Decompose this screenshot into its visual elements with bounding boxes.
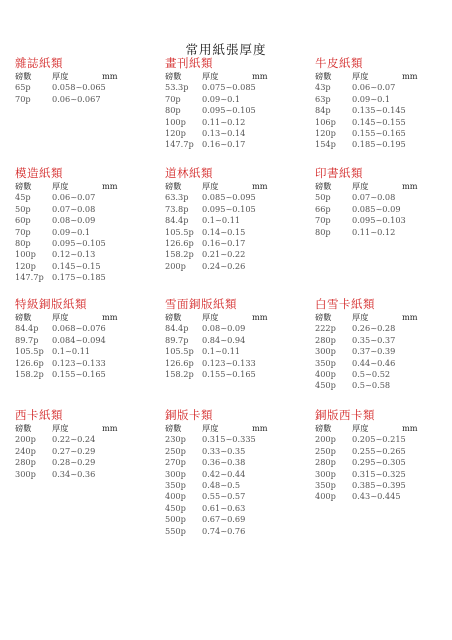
weight-cell: 300p [165,468,186,479]
thickness-cell: 0.08~0.09 [52,215,96,226]
weight-header: 磅數 [15,71,32,81]
table-row [315,105,447,116]
table-row [315,358,447,369]
thickness-cell: 0.175~0.185 [52,272,106,283]
section-title: 印書紙類 [315,166,363,180]
table-row [165,249,297,260]
table-row [165,261,297,272]
weight-cell: 89.7p [15,334,39,345]
thickness-cell: 0.21~0.22 [202,249,246,260]
weight-cell: 84.4p [15,323,39,334]
weight-cell: 280p [315,334,336,345]
weight-cell: 350p [315,357,336,368]
thickness-header: 厚度 [352,312,369,322]
table-row [165,82,297,93]
table-row [165,192,297,203]
thickness-cell: 0.5~0.58 [352,380,391,391]
thickness-cell: 0.1~0.11 [202,215,241,226]
table-row [315,480,447,491]
weight-cell: 84.4p [165,323,189,334]
paper-section [315,56,447,151]
weight-cell: 147.7p [15,272,44,283]
table-row [15,346,147,357]
weight-cell: 84.4p [165,215,189,226]
thickness-cell: 0.095~0.105 [52,237,106,248]
weight-cell: 126.6p [165,237,194,248]
weight-cell: 70p [15,226,31,237]
paper-section [165,408,297,537]
table-row [165,358,297,369]
table-row [15,238,147,249]
thickness-cell: 0.67~0.69 [202,514,246,525]
thickness-cell: 0.26~0.28 [352,323,396,334]
thickness-header: 厚度 [202,181,219,191]
weight-header: 磅數 [315,71,332,81]
column-header-row [165,312,297,323]
weight-cell: 350p [165,479,186,490]
weight-cell: 200p [165,260,186,271]
table-row [15,82,147,93]
paper-section [315,408,447,503]
thickness-cell: 0.48~0.5 [202,479,241,490]
section-title: 白雪卡紙類 [315,297,375,311]
table-row [315,369,447,380]
column-header-row [165,181,297,192]
column-header-row [15,312,147,323]
thickness-cell: 0.06~0.07 [52,192,96,203]
table-row [15,204,147,215]
weight-cell: 300p [315,468,336,479]
weight-cell: 400p [315,491,336,502]
table-row [315,491,447,502]
thickness-cell: 0.34~0.36 [52,468,96,479]
table-row [315,346,447,357]
thickness-cell: 0.16~0.17 [202,139,246,150]
table-row [165,526,297,537]
thickness-cell: 0.84~0.94 [202,334,246,345]
table-row [15,272,147,283]
weight-cell: 126.6p [165,357,194,368]
weight-cell: 89.7p [165,334,189,345]
weight-cell: 230p [165,434,186,445]
weight-header: 磅數 [315,423,332,433]
thickness-cell: 0.095~0.105 [202,203,256,214]
table-row [15,323,147,334]
weight-cell: 84p [315,105,331,116]
table-row [165,105,297,116]
weight-cell: 280p [315,457,336,468]
thickness-cell: 0.22~0.24 [52,434,96,445]
weight-cell: 100p [15,249,36,260]
weight-cell: 154p [315,139,336,150]
thickness-header: 厚度 [352,423,369,433]
thickness-cell: 0.155~0.165 [202,368,256,379]
weight-cell: 158.2p [165,249,194,260]
unit-header: mm [402,71,418,81]
section-title: 牛皮紙類 [315,56,363,70]
table-row [315,457,447,468]
weight-cell: 200p [315,434,336,445]
weight-cell: 60p [15,215,31,226]
table-row [315,434,447,445]
weight-cell: 43p [315,82,331,93]
table-row [315,204,447,215]
table-row [15,227,147,238]
thickness-cell: 0.36~0.38 [202,457,246,468]
weight-cell: 66p [315,203,331,214]
section-title: 模造紙類 [15,166,63,180]
section-title: 西卡紙類 [15,408,63,422]
thickness-cell: 0.07~0.08 [52,203,96,214]
weight-cell: 63p [315,93,331,104]
table-row [165,323,297,334]
column-header-row [15,181,147,192]
thickness-cell: 0.28~0.29 [52,457,96,468]
weight-cell: 80p [165,105,181,116]
table-row [165,94,297,105]
weight-header: 磅數 [315,312,332,322]
thickness-header: 厚度 [352,181,369,191]
thickness-cell: 0.08~0.09 [202,323,246,334]
table-row [315,82,447,93]
thickness-cell: 0.155~0.165 [52,368,106,379]
table-row [165,227,297,238]
table-row [165,480,297,491]
thickness-cell: 0.43~0.445 [352,491,401,502]
section-title: 道林紙類 [165,166,213,180]
table-row [15,369,147,380]
table-row [315,227,447,238]
thickness-header: 厚度 [202,71,219,81]
weight-cell: 450p [315,380,336,391]
table-row [315,117,447,128]
thickness-cell: 0.255~0.265 [352,445,406,456]
table-row [315,192,447,203]
thickness-cell: 0.075~0.085 [202,82,256,93]
thickness-cell: 0.123~0.133 [202,357,256,368]
thickness-cell: 0.14~0.15 [202,226,246,237]
weight-cell: 240p [15,445,36,456]
table-row [15,335,147,346]
section-title: 畫刊紙類 [165,56,213,70]
table-row [165,238,297,249]
unit-header: mm [102,312,118,322]
thickness-header: 厚度 [52,71,69,81]
weight-header: 磅數 [15,423,32,433]
thickness-cell: 0.33~0.35 [202,445,246,456]
table-row [315,128,447,139]
weight-cell: 250p [315,445,336,456]
weight-cell: 222p [315,323,336,334]
paper-section [15,408,147,480]
weight-cell: 450p [165,502,186,513]
table-row [165,457,297,468]
thickness-cell: 0.1~0.11 [52,346,91,357]
unit-header: mm [102,423,118,433]
table-row [165,514,297,525]
thickness-cell: 0.185~0.195 [352,139,406,150]
thickness-header: 厚度 [52,312,69,322]
table-row [165,346,297,357]
table-row [165,335,297,346]
weight-cell: 80p [315,226,331,237]
weight-header: 磅數 [165,423,182,433]
weight-cell: 158.2p [165,368,194,379]
weight-header: 磅數 [165,181,182,191]
table-row [15,192,147,203]
weight-cell: 70p [15,93,31,104]
weight-cell: 300p [315,346,336,357]
paper-section [15,166,147,284]
thickness-cell: 0.135~0.145 [352,105,406,116]
unit-header: mm [102,71,118,81]
table-row [315,94,447,105]
unit-header: mm [402,423,418,433]
thickness-cell: 0.12~0.13 [52,249,96,260]
thickness-cell: 0.06~0.067 [52,93,101,104]
weight-cell: 120p [315,127,336,138]
weight-cell: 73.8p [165,203,189,214]
table-row [15,446,147,457]
table-row [315,380,447,391]
thickness-cell: 0.24~0.26 [202,260,246,271]
weight-cell: 126.6p [15,357,44,368]
weight-header: 磅數 [165,312,182,322]
weight-header: 磅數 [165,71,182,81]
weight-cell: 106p [315,116,336,127]
thickness-cell: 0.74~0.76 [202,525,246,536]
paper-section [315,166,447,238]
table-row [315,215,447,226]
thickness-cell: 0.385~0.395 [352,479,406,490]
table-row [315,335,447,346]
thickness-cell: 0.06~0.07 [352,82,396,93]
weight-cell: 50p [315,192,331,203]
unit-header: mm [102,181,118,191]
thickness-header: 厚度 [202,423,219,433]
table-row [165,117,297,128]
weight-cell: 300p [15,468,36,479]
thickness-cell: 0.085~0.095 [202,192,256,203]
thickness-cell: 0.5~0.52 [352,368,391,379]
weight-cell: 63.3p [165,192,189,203]
thickness-cell: 0.315~0.325 [352,468,406,479]
table-row [165,434,297,445]
paper-section [15,56,147,105]
thickness-cell: 0.205~0.215 [352,434,406,445]
table-row [15,94,147,105]
column-header-row [165,71,297,82]
weight-header: 磅數 [15,312,32,322]
thickness-cell: 0.09~0.1 [352,93,391,104]
unit-header: mm [252,312,268,322]
weight-cell: 45p [15,192,31,203]
weight-cell: 65p [15,82,31,93]
thickness-cell: 0.123~0.133 [52,357,106,368]
table-row [165,139,297,150]
paper-section [15,297,147,380]
table-row [315,469,447,480]
thickness-cell: 0.084~0.094 [52,334,106,345]
thickness-cell: 0.145~0.155 [352,116,406,127]
thickness-header: 厚度 [52,423,69,433]
column-header-row [315,71,447,82]
weight-cell: 70p [165,93,181,104]
section-title: 銅版西卡類 [315,408,375,422]
weight-cell: 105.5p [165,226,194,237]
unit-header: mm [402,312,418,322]
thickness-header: 厚度 [202,312,219,322]
table-row [165,204,297,215]
thickness-cell: 0.13~0.14 [202,127,246,138]
column-header-row [15,71,147,82]
weight-cell: 350p [315,479,336,490]
table-row [15,457,147,468]
page-title: 常用紙張厚度 [185,42,267,57]
thickness-cell: 0.27~0.29 [52,445,96,456]
weight-cell: 550p [165,525,186,536]
table-row [15,249,147,260]
table-row [165,446,297,457]
table-row [315,446,447,457]
weight-header: 磅數 [15,181,32,191]
table-row [15,469,147,480]
section-title: 雪面銅版紙類 [165,297,237,311]
weight-cell: 200p [15,434,36,445]
thickness-cell: 0.085~0.09 [352,203,401,214]
weight-header: 磅數 [315,181,332,191]
thickness-cell: 0.55~0.57 [202,491,246,502]
weight-cell: 105.5p [165,346,194,357]
unit-header: mm [402,181,418,191]
weight-cell: 158.2p [15,368,44,379]
paper-section [165,56,297,151]
column-header-row [165,423,297,434]
weight-cell: 250p [165,445,186,456]
section-title: 雜誌紙類 [15,56,63,70]
table-row [165,128,297,139]
thickness-header: 厚度 [352,71,369,81]
thickness-cell: 0.44~0.46 [352,357,396,368]
column-header-row [315,181,447,192]
thickness-cell: 0.095~0.103 [352,215,406,226]
table-row [165,369,297,380]
thickness-cell: 0.155~0.165 [352,127,406,138]
unit-header: mm [252,423,268,433]
thickness-cell: 0.35~0.37 [352,334,396,345]
table-row [165,503,297,514]
weight-cell: 400p [315,368,336,379]
weight-cell: 120p [165,127,186,138]
weight-cell: 400p [165,491,186,502]
thickness-cell: 0.295~0.305 [352,457,406,468]
weight-cell: 147.7p [165,139,194,150]
weight-cell: 105.5p [15,346,44,357]
table-row [165,215,297,226]
thickness-cell: 0.07~0.08 [352,192,396,203]
table-row [315,323,447,334]
table-row [15,261,147,272]
thickness-cell: 0.095~0.105 [202,105,256,116]
table-row [165,491,297,502]
thickness-header: 厚度 [52,181,69,191]
thickness-cell: 0.42~0.44 [202,468,246,479]
thickness-cell: 0.09~0.1 [52,226,91,237]
unit-header: mm [252,181,268,191]
section-title: 銅版卡類 [165,408,213,422]
table-row [165,469,297,480]
weight-cell: 53.3p [165,82,189,93]
thickness-cell: 0.11~0.12 [352,226,396,237]
unit-header: mm [252,71,268,81]
column-header-row [15,423,147,434]
weight-cell: 80p [15,237,31,248]
weight-cell: 500p [165,514,186,525]
thickness-cell: 0.058~0.065 [52,82,106,93]
thickness-cell: 0.1~0.11 [202,346,241,357]
table-row [315,139,447,150]
column-header-row [315,423,447,434]
thickness-cell: 0.61~0.63 [202,502,246,513]
thickness-cell: 0.37~0.39 [352,346,396,357]
weight-cell: 270p [165,457,186,468]
table-row [15,215,147,226]
thickness-cell: 0.315~0.335 [202,434,256,445]
column-header-row [315,312,447,323]
paper-section [165,166,297,272]
weight-cell: 70p [315,215,331,226]
thickness-cell: 0.11~0.12 [202,116,246,127]
table-row [15,358,147,369]
weight-cell: 50p [15,203,31,214]
weight-cell: 120p [15,260,36,271]
thickness-cell: 0.145~0.15 [52,260,101,271]
paper-section [315,297,447,392]
thickness-cell: 0.068~0.076 [52,323,106,334]
table-row [15,434,147,445]
weight-cell: 100p [165,116,186,127]
paper-section [165,297,297,380]
thickness-cell: 0.09~0.1 [202,93,241,104]
section-title: 特級銅版紙類 [15,297,87,311]
thickness-cell: 0.16~0.17 [202,237,246,248]
weight-cell: 280p [15,457,36,468]
